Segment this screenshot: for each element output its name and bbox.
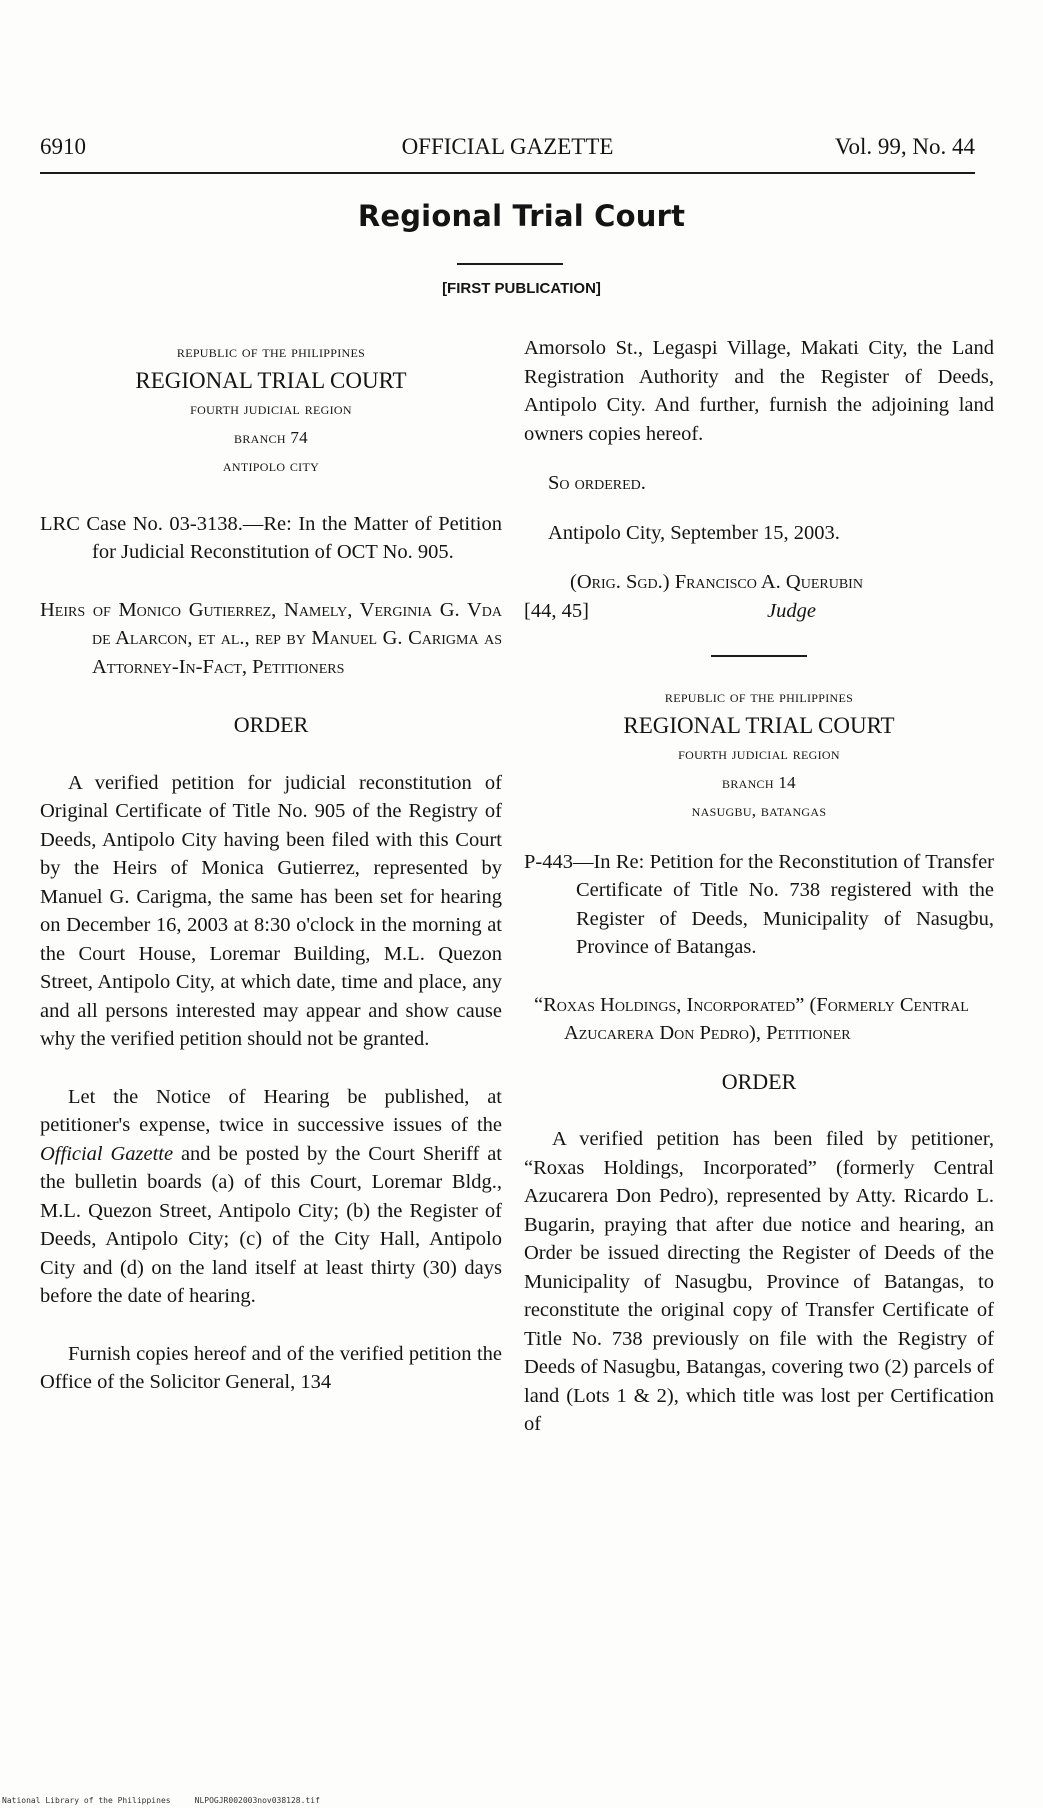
caption-republic-2: republic of the philippines (664, 687, 854, 706)
parties: Heirs of Monico Gutierrez, Namely, Verginia G. Vda de Alarcon, et al., rep by Manuel G. Carigma as Attorney-In-Fact, Petitioners (40, 598, 502, 678)
paragraph-2-start: Let the Notice of Hearing be published, at petitioner's expense, twice in successive issues of the (40, 1085, 502, 1136)
order-paragraph-3: Furnish copies hereof and of the verified petition the Office of the Solicitor General, 134 (40, 1342, 502, 1393)
right-column (524, 334, 994, 1439)
order-paragraph-3-continued: Amorsolo St., Legaspi Village, Makati City, the Land Registration Authority and the Register of Deeds, Antipolo City. And further, furnish the adjoining land owners copies hereof. (524, 337, 994, 445)
caption-region: fourth judicial region (190, 399, 352, 418)
case-line: LRC Case No. 03-3138.—Re: In the Matter of Petition for Judicial Reconstitution of OCT No. 905. (40, 512, 502, 563)
left-column (40, 338, 502, 1397)
caption-branch: branch 74 (234, 427, 308, 447)
publication-note: [FIRST PUBLICATION] (442, 280, 601, 297)
parties-2: “Roxas Holdings, Incorporated” (Formerly Central Azucarera Don Pedro), Petitioner (534, 993, 969, 1044)
scan-footer: National Library of the Philippines NLPOGJR002003nov038128.tif (2, 1796, 320, 1805)
signature-row (524, 597, 994, 626)
so-ordered: So ordered. (548, 472, 646, 494)
caption-location-2: nasugbu, batangas (691, 801, 827, 820)
section-title: Regional Trial Court (357, 199, 686, 233)
volume-number: Vol. 99, No. 44 (834, 134, 975, 159)
page-header (40, 132, 975, 164)
paragraph-2-end: and be posted by the Court Sheriff at the bulletin boards (a) of this Court, Loremar Bldg., M.L. Quezon Street, Antipolo City; (b) the Register of Deeds, Antipolo City; (c) of the City Hall, Antipolo City and (d) on the land itself at least thirty (30) days before the date of hearing. (40, 1142, 502, 1307)
title-rule (457, 263, 563, 265)
caption-court-2: REGIONAL TRIAL COURT (623, 712, 895, 738)
order-paragraph-2 (40, 1083, 502, 1311)
order-heading: ORDER (233, 712, 309, 737)
caption-region-2: fourth judicial region (678, 744, 840, 763)
date-line: Antipolo City, September 15, 2003. (548, 521, 840, 544)
signature: (Orig. Sgd.) Francisco A. Querubin (570, 571, 863, 593)
caption-city: antipolo city (222, 456, 320, 475)
order-heading-2: ORDER (721, 1068, 797, 1094)
publication-name: OFFICIAL GAZETTE (401, 134, 614, 159)
court-caption-1 (40, 338, 502, 481)
order-paragraph-1: A verified petition for judicial reconstitution of Original Certificate of Title No. 905 of the Registry of Deeds, Antipolo City having been filed with this Court by the Heirs of Monica Gutierrez, represented by Manuel G. Carigma, the same has been set for hearing on December 16, 2003 at 8:30 o'clock in the morning at the Court House, Loremar Building, M.L. Quezon Street, Antipolo City, at which date, time and place, any and all persons interested may appear and show cause why the verified petition should not be granted. (40, 771, 502, 1050)
gazette-title: Official Gazette (40, 1142, 174, 1165)
caption-republic: republic of the philippines (176, 342, 366, 361)
notice-divider (711, 655, 807, 657)
issue-reference: [44, 45] (524, 599, 589, 622)
caption-court: REGIONAL TRIAL COURT (135, 367, 407, 393)
case-line-2: P-443—In Re: Petition for the Reconstitution of Transfer Certificate of Title No. 738 registered with the Register of Deeds, Municipality of Nasugbu, Province of Batangas. (524, 850, 994, 958)
page-number: 6910 (40, 134, 86, 159)
order-paragraph-2-1: A verified petition has been filed by petitioner, “Roxas Holdings, Incorporated” (formerly Central Azucarera Don Pedro), represented by Atty. Ricardo L. Bugarin, praying that after due notice and hearing, an Order be issued directing the Register of Deeds of the Municipality of Nasugbu, Province of Batangas, to reconstitute the original copy of Transfer Certificate of Title No. 738 previously on file with the Registry of Deeds of Nasugbu, Batangas, covering two (2) parcels of land (Lots 1 & 2), which title was lost per Certification of (524, 1128, 994, 1435)
header-rule (40, 172, 975, 174)
caption-branch-2: branch 14 (722, 772, 796, 792)
judge-title: Judge (767, 599, 816, 622)
court-caption-2 (524, 683, 994, 826)
